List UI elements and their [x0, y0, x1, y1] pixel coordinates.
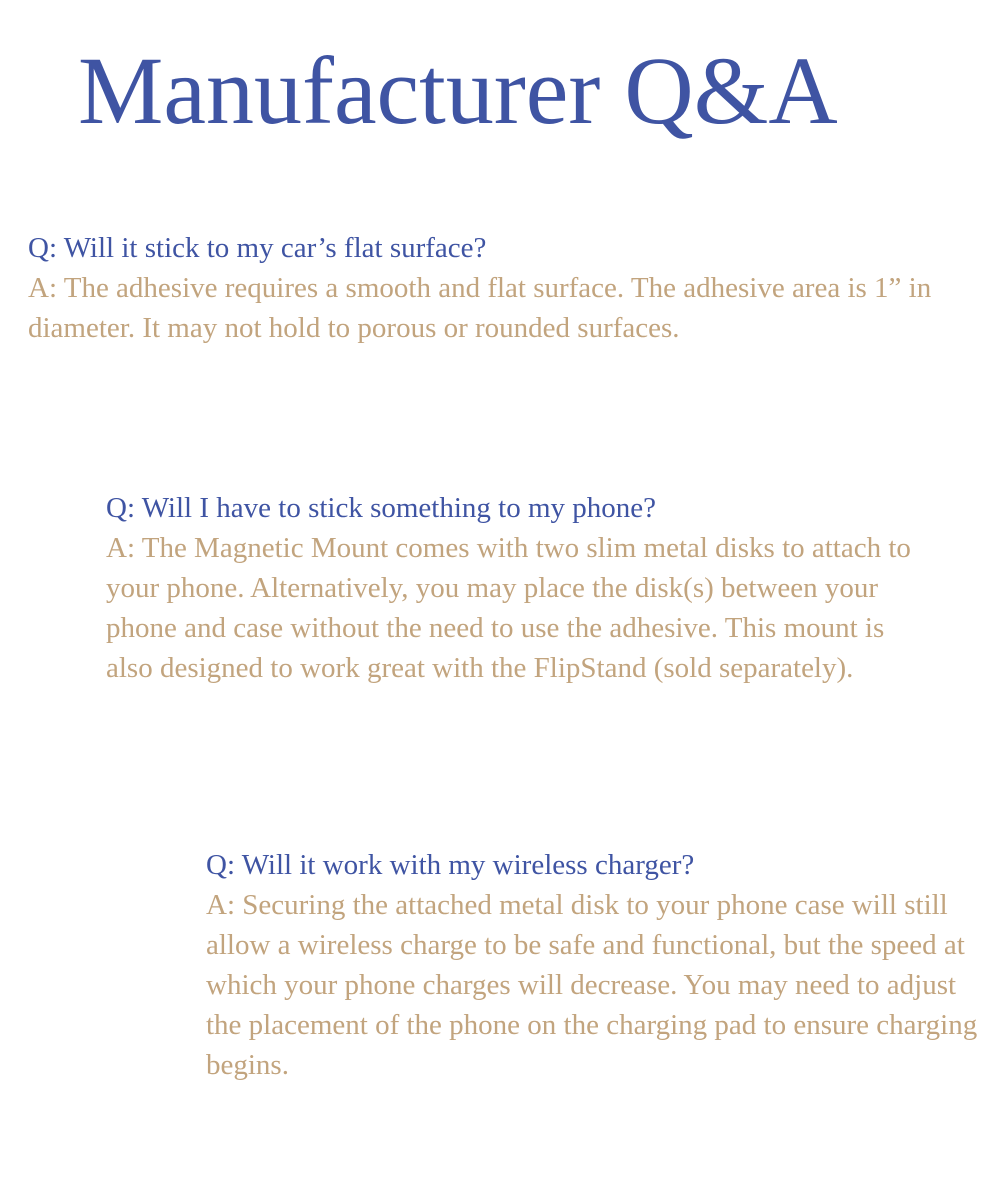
answer-text: A: The Magnetic Mount comes with two slim metal disks to attach to your phone. Alternatively, you may place the disk(s) between your phone and case without the need to use the adhesive. This mount is also designed to work great with the FlipStand (sold separately).: [106, 532, 911, 684]
question-text: Q: Will it work with my wireless charger?: [206, 849, 695, 881]
question-text: Q: Will I have to stick something to my phone?: [106, 492, 657, 524]
answer-text: A: Securing the attached metal disk to your phone case will still allow a wireless charge to be safe and functional, but the speed at which your phone charges will decrease. You may need to adjust the placement of the phone on the charging pad to ensure charging begins.: [206, 889, 978, 1081]
answer-text: A: The adhesive requires a smooth and flat surface. The adhesive area is 1” in diameter. It may not hold to porous or rounded surfaces.: [28, 272, 932, 344]
qa-item-phone-disk: [106, 488, 936, 688]
page-title: Manufacturer Q&A: [78, 37, 838, 144]
qa-item-wireless-charger: [206, 845, 986, 1085]
qa-item-adhesive-surface: [28, 228, 988, 348]
question-text: Q: Will it stick to my car’s flat surface?: [28, 232, 487, 264]
